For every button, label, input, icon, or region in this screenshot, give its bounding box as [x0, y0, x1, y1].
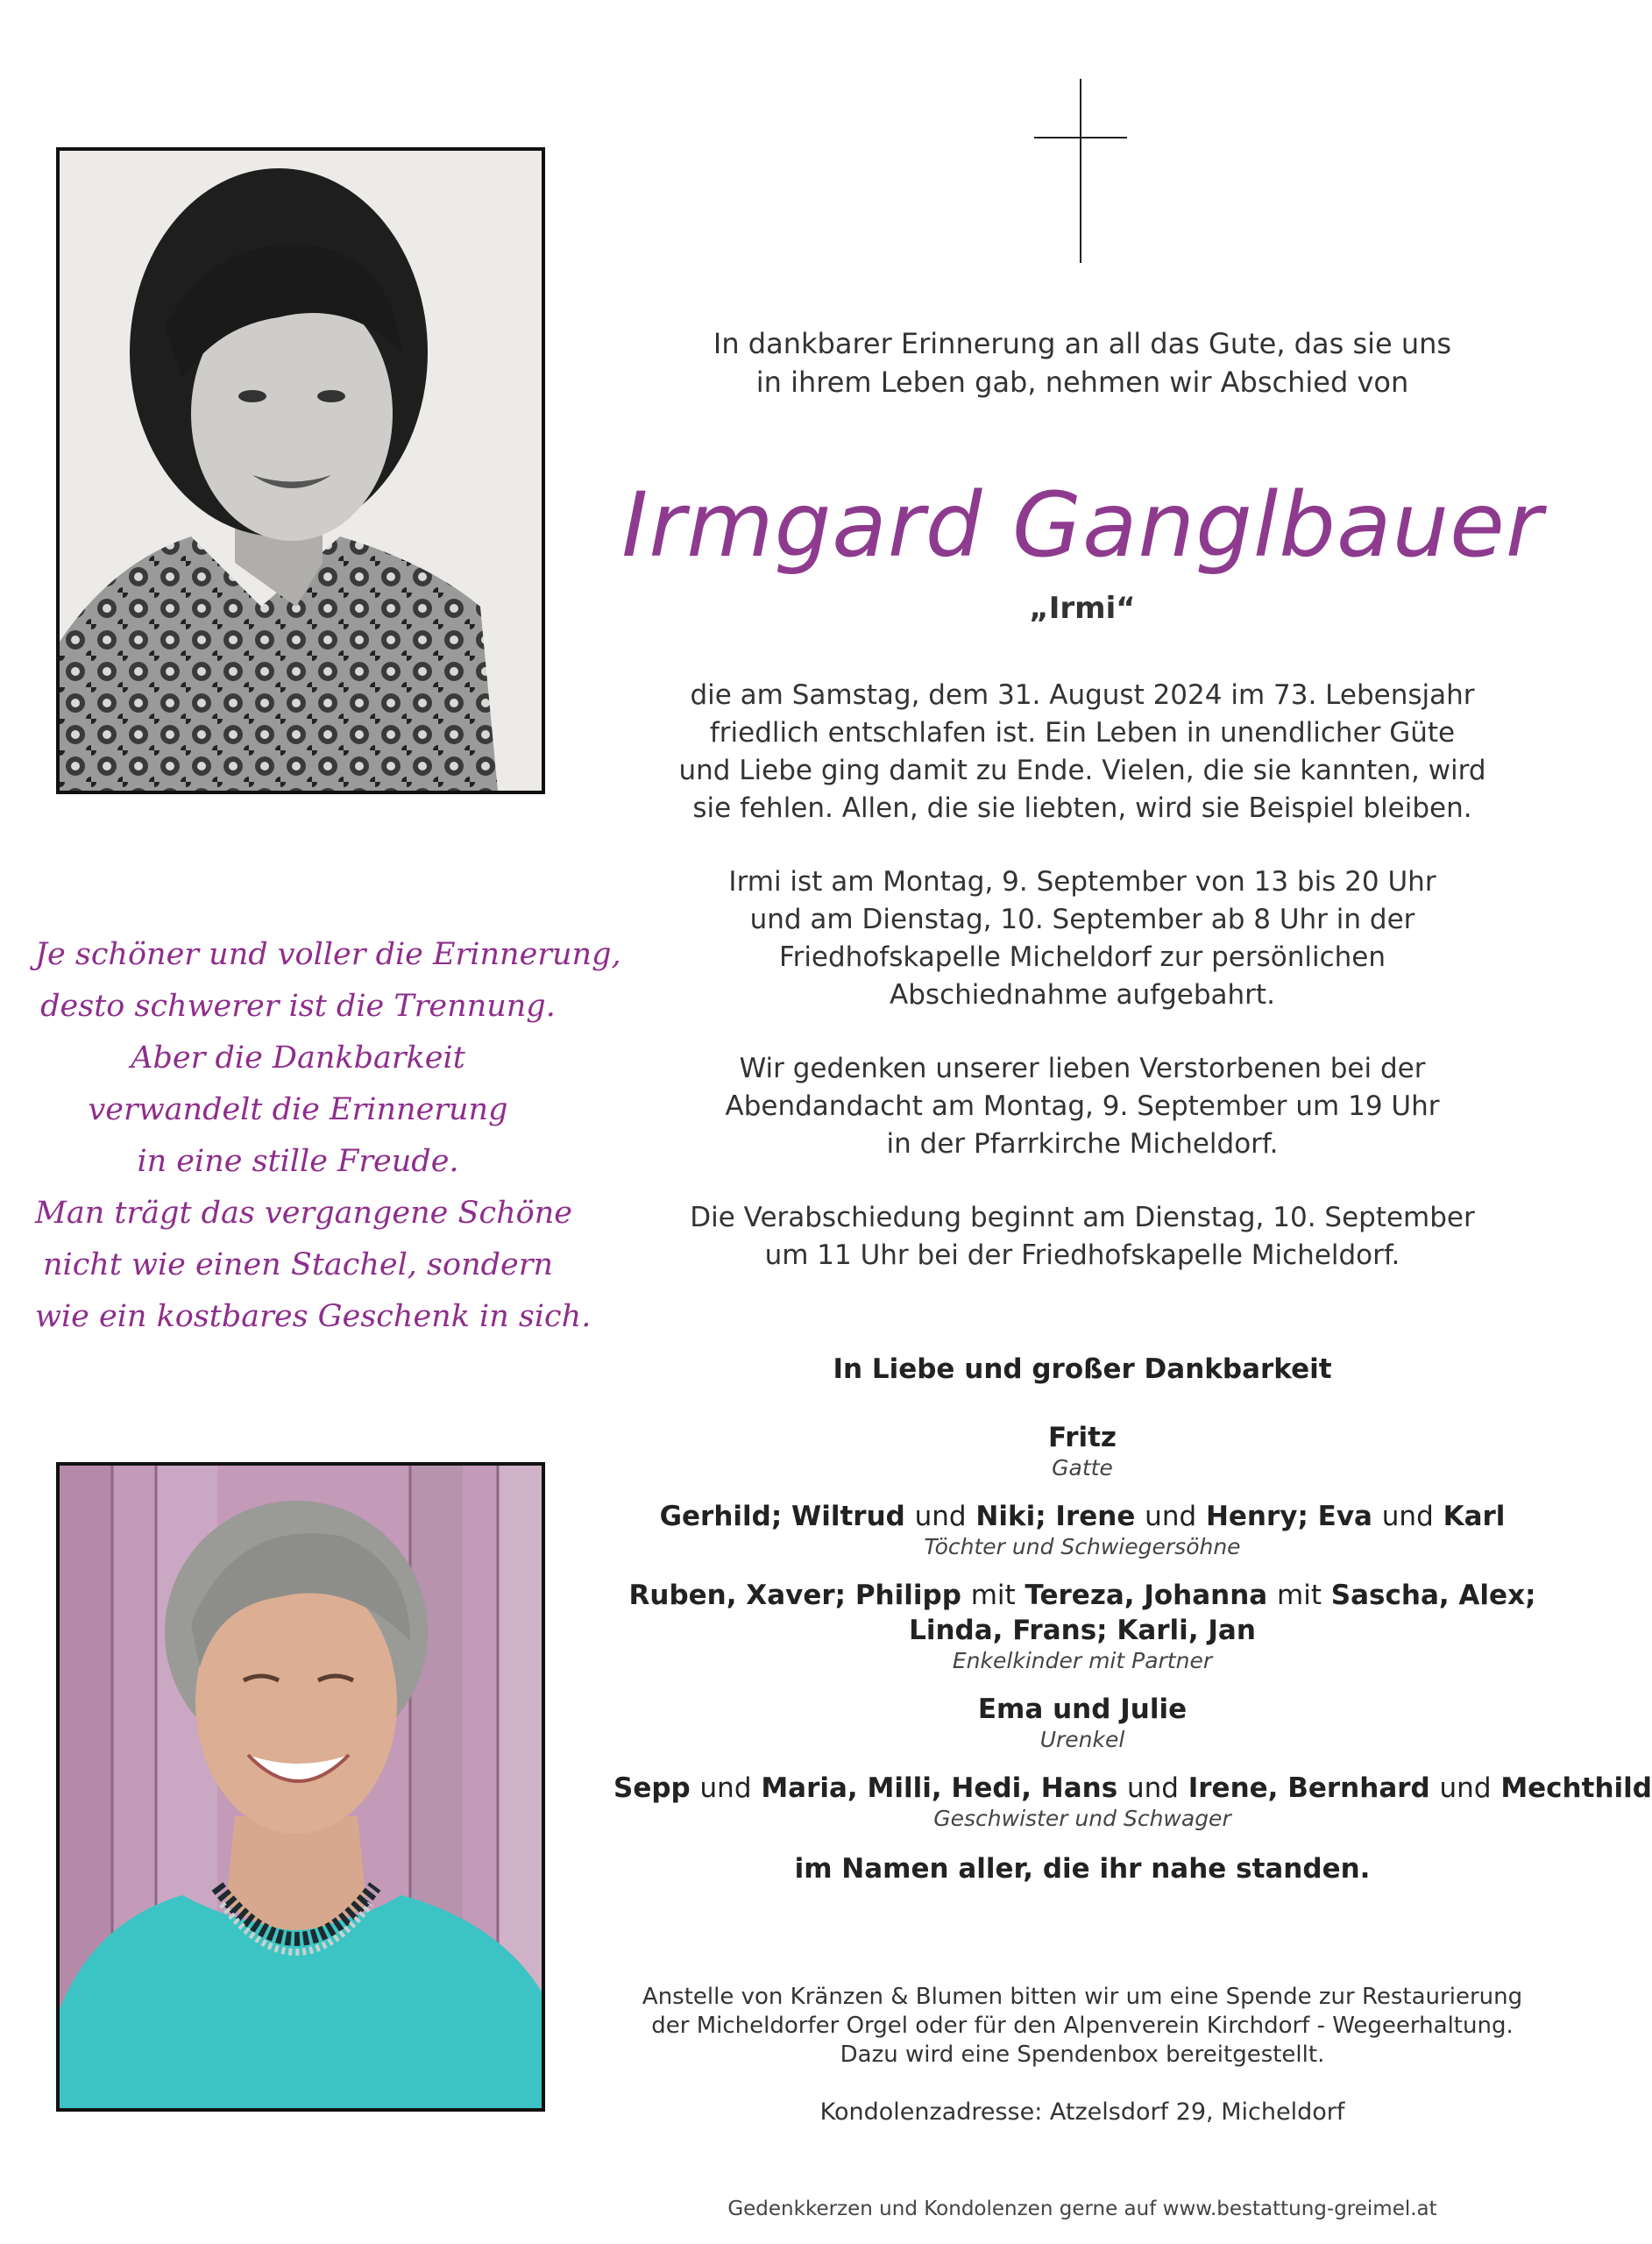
family-name: Niki; Irene [975, 1501, 1136, 1532]
paragraph-line: und am Dienstag, 10. September ab 8 Uhr in der [749, 904, 1415, 935]
donation-line: Dazu wird eine Spendenbox bereitgestellt. [840, 2042, 1325, 2068]
poem-line: nicht wie einen Stachel, sondern [42, 1247, 554, 1282]
paragraph-line: Irmi ist am Montag, 9. September von 13 bis 20 Uhr [728, 866, 1436, 898]
conjunction: und [1439, 1772, 1492, 1804]
intro-text [613, 324, 1551, 401]
condolence-address: Kondolenzadresse: Atzelsdorf 29, Micheldorf [819, 2098, 1345, 2126]
thanks-heading: In Liebe und großer Dankbarkeit [833, 1353, 1332, 1385]
conjunction: und [699, 1772, 752, 1804]
paragraph-line: die am Samstag, dem 31. August 2024 im 73. Lebensjahr [690, 679, 1475, 711]
conjunction: mit [1277, 1580, 1322, 1611]
deceased-name: Irmgard Ganglbauer [621, 473, 1543, 578]
family-name: Sascha, Alex; [1330, 1580, 1536, 1611]
poem-line: verwandelt die Erinnerung [88, 1092, 508, 1127]
family-name: Mechthild [1500, 1772, 1652, 1804]
conjunction: und [1053, 1694, 1111, 1725]
family-name: Maria, Milli, Hedi, Hans [761, 1772, 1118, 1804]
family-names: Fritz [1048, 1422, 1117, 1453]
portrait-photo-young [56, 147, 545, 794]
prayer-service-paragraph [613, 1050, 1551, 1163]
deceased-nickname: „Irmi“ [1029, 591, 1136, 626]
family-name: Henry; Eva [1205, 1501, 1372, 1532]
footer-website: Gedenkkerzen und Kondolenzen gerne auf www.bestattung-greimel.at [727, 2198, 1437, 2220]
family-names [613, 1578, 1551, 1613]
poem-line: Man trägt das vergangene Schöne [35, 1196, 572, 1231]
paragraph-line: um 11 Uhr bei der Friedhofskapelle Micheldorf. [764, 1239, 1400, 1271]
death-notice-paragraph [613, 677, 1551, 827]
cross-icon-horizontal [1034, 137, 1127, 138]
conjunction: und [914, 1501, 967, 1532]
conjunction: und [1126, 1772, 1179, 1804]
paragraph-line: sie fehlen. Allen, die sie liebten, wird sie Beispiel bleiben. [692, 792, 1472, 824]
family-group-siblings [613, 1771, 1652, 1832]
conjunction: und [1145, 1501, 1197, 1532]
poem-line: wie ein kostbares Geschenk in sich. [35, 1299, 592, 1334]
family-group-grandchildren [613, 1578, 1551, 1674]
family-group-great-grandchildren [613, 1692, 1551, 1753]
family-relation: Töchter und Schwiegersöhne [924, 1534, 1241, 1559]
family-name: Karl [1443, 1501, 1506, 1532]
paragraph-line: in der Pfarrkirche Micheldorf. [886, 1128, 1279, 1160]
closing-line: im Namen aller, die ihr nahe standen. [794, 1853, 1371, 1885]
family-relation: Geschwister und Schwager [933, 1806, 1231, 1831]
donation-line: der Micheldorfer Orgel oder für den Alpenverein Kirchdorf - Wegeerhaltung. [651, 2013, 1514, 2039]
family-name: Julie [1120, 1694, 1188, 1725]
paragraph-line: und Liebe ging damit zu Ende. Vielen, die sie kannten, wird [678, 755, 1486, 786]
viewing-paragraph [613, 863, 1551, 1014]
family-list [613, 1420, 1652, 1850]
family-names: Linda, Frans; Karli, Jan [909, 1615, 1256, 1646]
family-group-daughters [613, 1499, 1551, 1560]
paragraph-line: Abschiednahme aufgebahrt. [890, 979, 1275, 1011]
family-relation: Enkelkinder mit Partner [952, 1648, 1213, 1673]
cross-icon-vertical [1080, 79, 1081, 263]
intro-line: in ihrem Leben gab, nehmen wir Abschied von [755, 366, 1409, 399]
family-relation: Urenkel [1039, 1727, 1125, 1752]
family-names [613, 1499, 1551, 1534]
poem-line: Je schöner und voller die Erinnerung, [35, 937, 621, 972]
conjunction: mit [970, 1580, 1016, 1611]
family-names [613, 1771, 1652, 1806]
intro-line: In dankbarer Erinnerung an all das Gute, das sie uns [713, 327, 1452, 360]
family-names [613, 1692, 1551, 1727]
paragraph-line: Abendandacht am Montag, 9. September um 19 Uhr [725, 1090, 1440, 1122]
memorial-poem [35, 929, 621, 1343]
paragraph-line: Wir gedenken unserer lieben Verstorbenen bei der [739, 1053, 1426, 1084]
poem-line: Aber die Dankbarkeit [131, 1040, 465, 1076]
donation-notice [613, 1983, 1551, 2070]
family-name: Tereza, Johanna [1025, 1580, 1268, 1611]
family-group-spouse [613, 1420, 1551, 1481]
donation-line: Anstelle von Kränzen & Blumen bitten wir um eine Spende zur Restaurierung [642, 1984, 1523, 2010]
poem-line: in eine stille Freude. [137, 1144, 459, 1179]
paragraph-line: Die Verabschiedung beginnt am Dienstag, 10. September [690, 1202, 1475, 1233]
family-name: Gerhild; Wiltrud [659, 1501, 905, 1532]
family-name: Irene, Bernhard [1188, 1772, 1430, 1804]
family-name: Sepp [613, 1772, 691, 1804]
paragraph-line: friedlich entschlafen ist. Ein Leben in unendlicher Güte [709, 717, 1456, 749]
family-name: Ruben, Xaver; Philipp [628, 1580, 961, 1611]
family-relation: Gatte [1052, 1455, 1113, 1481]
paragraph-line: Friedhofskapelle Micheldorf zur persönlichen [779, 941, 1386, 973]
portrait-photo-elderly [56, 1462, 545, 2112]
family-name: Ema [977, 1694, 1044, 1725]
conjunction: und [1381, 1501, 1434, 1532]
poem-line: desto schwerer ist die Trennung. [40, 989, 556, 1024]
farewell-paragraph [613, 1199, 1551, 1275]
